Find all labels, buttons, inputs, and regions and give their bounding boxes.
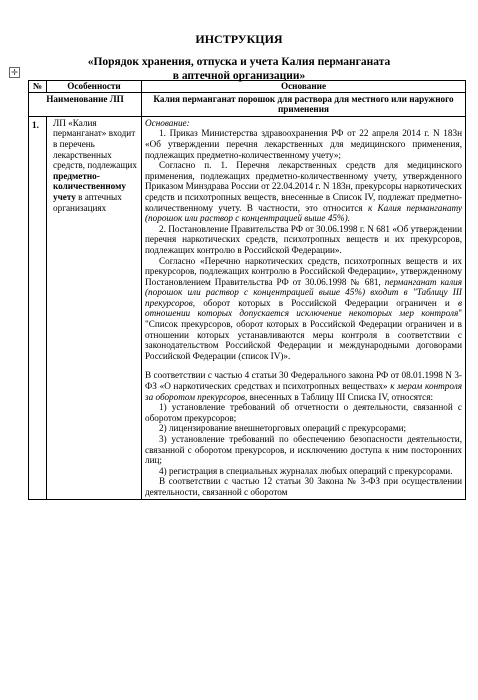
header-features: Особенности <box>47 81 142 93</box>
list-item: 2) лицензирование внешнеторговых операций с прекурсорами; <box>159 423 407 434</box>
table-row <box>29 116 466 499</box>
basis-paragraph-6: В соответствии с частью 12 статьи 30 Закона № 3-ФЗ при осуществлении деятельности, связанной с оборотом <box>145 476 462 497</box>
list-item: 3) установление требований по обеспечению безопасности деятельности, связанной с оборотом прекурсоров, и исключению доступа к ним посторонних лиц; <box>145 434 462 466</box>
basis-paragraph-3: 2. Постановление Правительства РФ от 30.06.1998 г. N 681 «Об утверждении перечня наркотических средств, психотропных веществ и их прекурсоров, подлежащих контролю в Российской Федерации». <box>145 223 462 255</box>
feature-text: ЛП «Калия перманганат» входит в перечень лекарственных средств, подлежащих <box>53 117 137 171</box>
basis-paragraph-2: Согласно п. 1. Перечня лекарственных средств для медицинского применения, подлежащих предметно-количественному учету, утвержденного Приказом Минздрава России от 22.04.2014 г. N 183н, прекурсоры наркотических средств и психотропных веществ, внесенные в Список IV, подлежат предметно-количественному учету. В частности, это относится к Калия перманганату (порошок или раствор с концентрацией выше 45%). <box>145 160 463 224</box>
row-basis <box>142 116 466 499</box>
header-number: № <box>29 81 47 93</box>
list-item: 4) регистрация в специальных журналах любых операций с прекурсорами. <box>159 465 453 476</box>
subtitle-line-2: в аптечной организации» <box>172 70 306 82</box>
basis-paragraph-5: В соответствии с частью 4 статьи 30 Федерального закона РФ от 08.01.1998 N 3-ФЗ «О наркотических средствах и психотропных веществах» к мерам контроля за оборотом прекурсоров, внесенных в Таблицу III Списка IV, относятся: <box>145 370 462 402</box>
feature-bold-text: предметно-количественному учету <box>53 170 126 202</box>
subtitle-line-1: «Порядок хранения, отпуска и учета Калия перманганата <box>87 56 391 68</box>
table-header-row <box>29 81 466 93</box>
basis-paragraph-4: Согласно «Перечню наркотических средств, психотропных веществ и их прекурсоров, подлежащих контролю в Российской Федерации», утвержденному Постановлением Правительства РФ от 30.06.1998 № 681, перманганат калия (порошок или раствор с концентрацией выше 45%) входит в "Таблицу III прекурсоров, оборот которых в Российской Федерации ограничен и в отношении которых допускается исключение некоторых мер контроля" "Список прекурсоров, оборот которых в Российской Федерации ограничен и в отношении которых устанавливаются меры контроля в соответствии с законодательством Российской Федерации и международными договорами Российской Федерации (список IV)». <box>145 255 463 361</box>
subheader-drug-name-label: Наименование ЛП <box>29 92 142 116</box>
document-title: ИНСТРУКЦИЯ <box>195 32 283 46</box>
basis-label: Основание: <box>145 117 190 128</box>
instruction-table <box>28 80 466 500</box>
move-cross-icon[interactable]: ✛ <box>9 67 20 78</box>
feature-tail-text: в аптечных организациях <box>53 191 122 213</box>
basis-paragraph-1: 1. Приказ Министерства здравоохранения РФ от 22 апреля 2014 г. N 183н «Об утверждении перечня лекарственных для медицинского применения, подлежащих предметно-количественному учету»; <box>145 128 462 160</box>
row-feature <box>47 116 142 499</box>
row-number: 1. <box>29 116 47 499</box>
subheader-drug-name: Калия перманганат порошок для раствора для местного или наружного применения <box>142 92 466 116</box>
document-subtitle <box>0 55 478 83</box>
table-subheader-row <box>29 92 466 116</box>
list-item: 1) установление требований об отчетности о деятельности, связанной с оборотом прекурсоров; <box>145 402 462 423</box>
header-basis: Основание <box>142 81 466 93</box>
